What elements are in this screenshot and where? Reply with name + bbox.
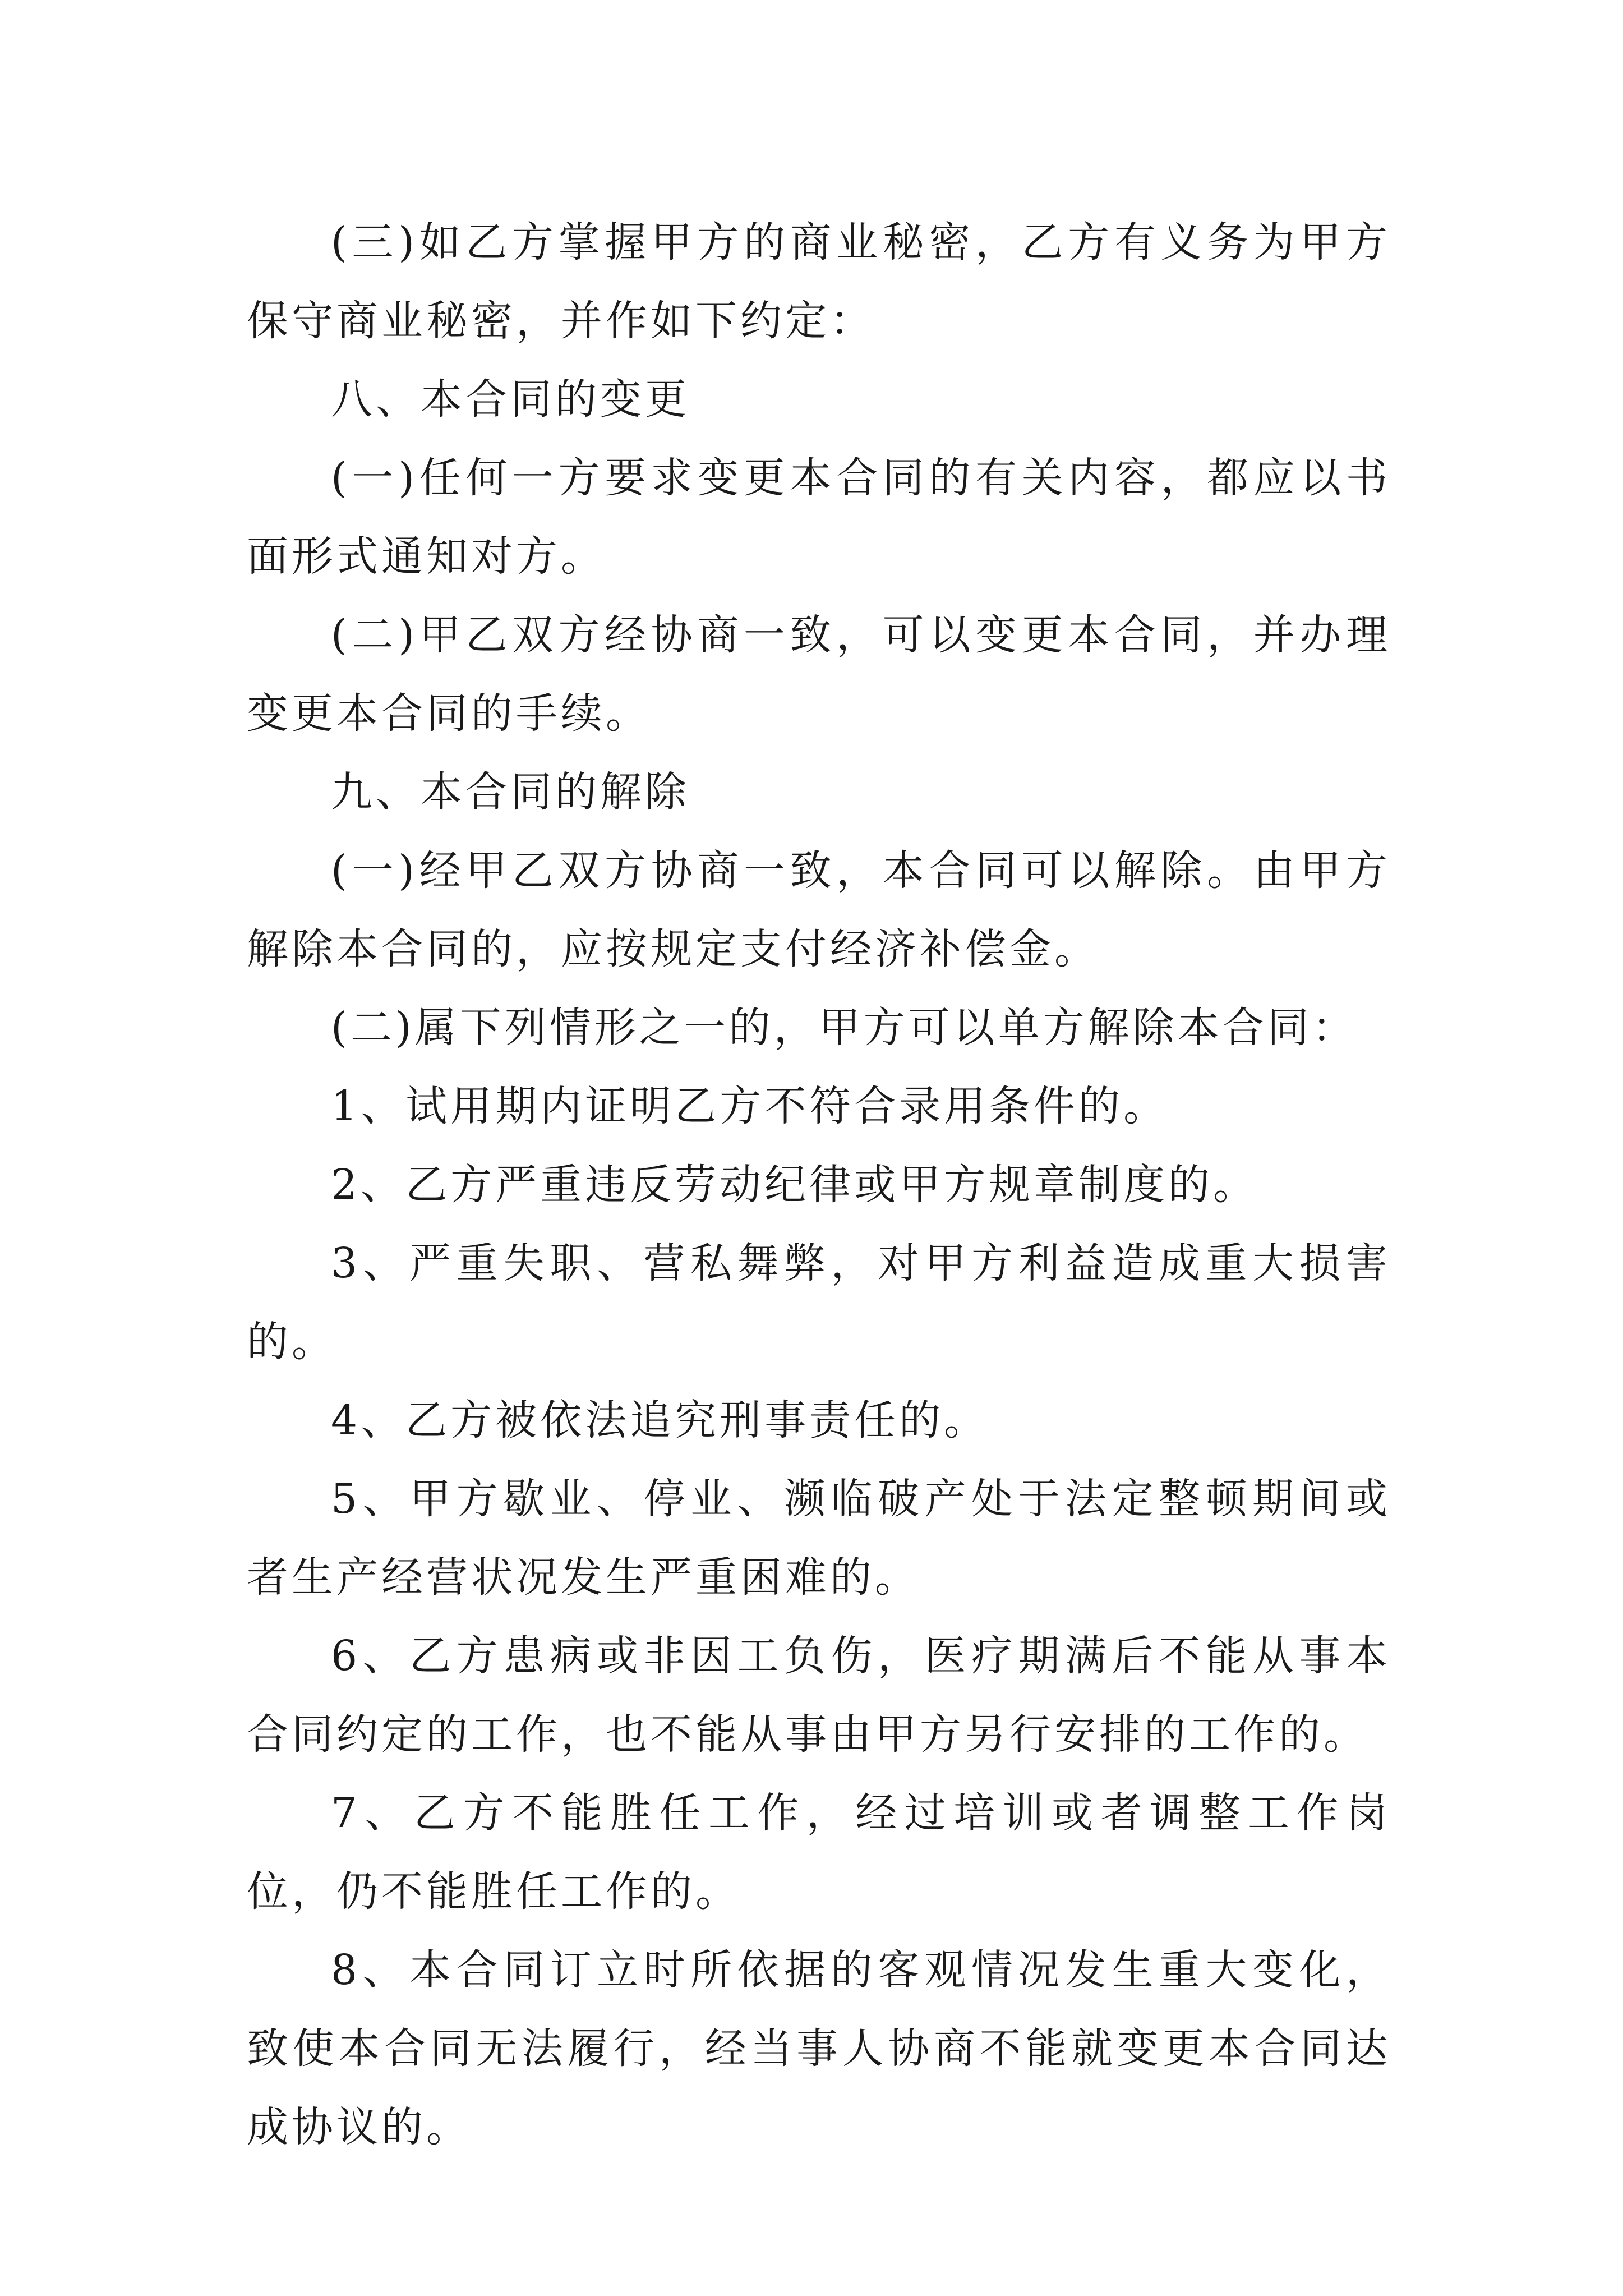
section-9-heading: 九、本合同的解除 bbox=[331, 768, 690, 816]
list-item-8: 8、本合同订立时所依据的客观情况发生重大变化，致使本合同无法履行，经当事人协商不能就变更本合同达成协议的。 bbox=[247, 1946, 1391, 2151]
section-8-heading: 八、本合同的变更 bbox=[331, 375, 690, 424]
list-item-3: 3、严重失职、营私舞弊，对甲方利益造成重大损害的。 bbox=[247, 1239, 1391, 1366]
list-item-4: 4、乙方被依法追究刑事责任的。 bbox=[331, 1396, 989, 1444]
list-item-5: 5、甲方歇业、停业、濒临破产处于法定整顿期间或者生产经营状况发生严重困难的。 bbox=[247, 1475, 1391, 1602]
clause-8-1-paragraph: (一)任何一方要求变更本合同的有关内容，都应以书面形式通知对方。 bbox=[247, 454, 1391, 581]
document-body bbox=[247, 203, 1391, 2166]
clause-8-2-paragraph: (二)甲乙双方经协商一致，可以变更本合同，并办理变更本合同的手续。 bbox=[247, 611, 1391, 738]
list-item-2: 2、乙方严重违反劳动纪律或甲方规章制度的。 bbox=[331, 1161, 1258, 1209]
list-item-1: 1、试用期内证明乙方不符合录用条件的。 bbox=[331, 1082, 1169, 1130]
clause-9-2-paragraph: (二)属下列情形之一的，甲方可以单方解除本合同： bbox=[331, 1004, 1357, 1052]
clause-7-3-paragraph: (三)如乙方掌握甲方的商业秘密，乙方有义务为甲方保守商业秘密，并作如下约定： bbox=[247, 218, 1391, 345]
clause-9-1-paragraph: (一)经甲乙双方协商一致，本合同可以解除。由甲方解除本合同的，应按规定支付经济补偿金。 bbox=[247, 846, 1391, 973]
list-item-6: 6、乙方患病或非因工负伤，医疗期满后不能从事本合同约定的工作，也不能从事由甲方另行安排的工作的。 bbox=[247, 1632, 1391, 1759]
list-item-7: 7、乙方不能胜任工作，经过培训或者调整工作岗位，仍不能胜任工作的。 bbox=[247, 1789, 1391, 1916]
